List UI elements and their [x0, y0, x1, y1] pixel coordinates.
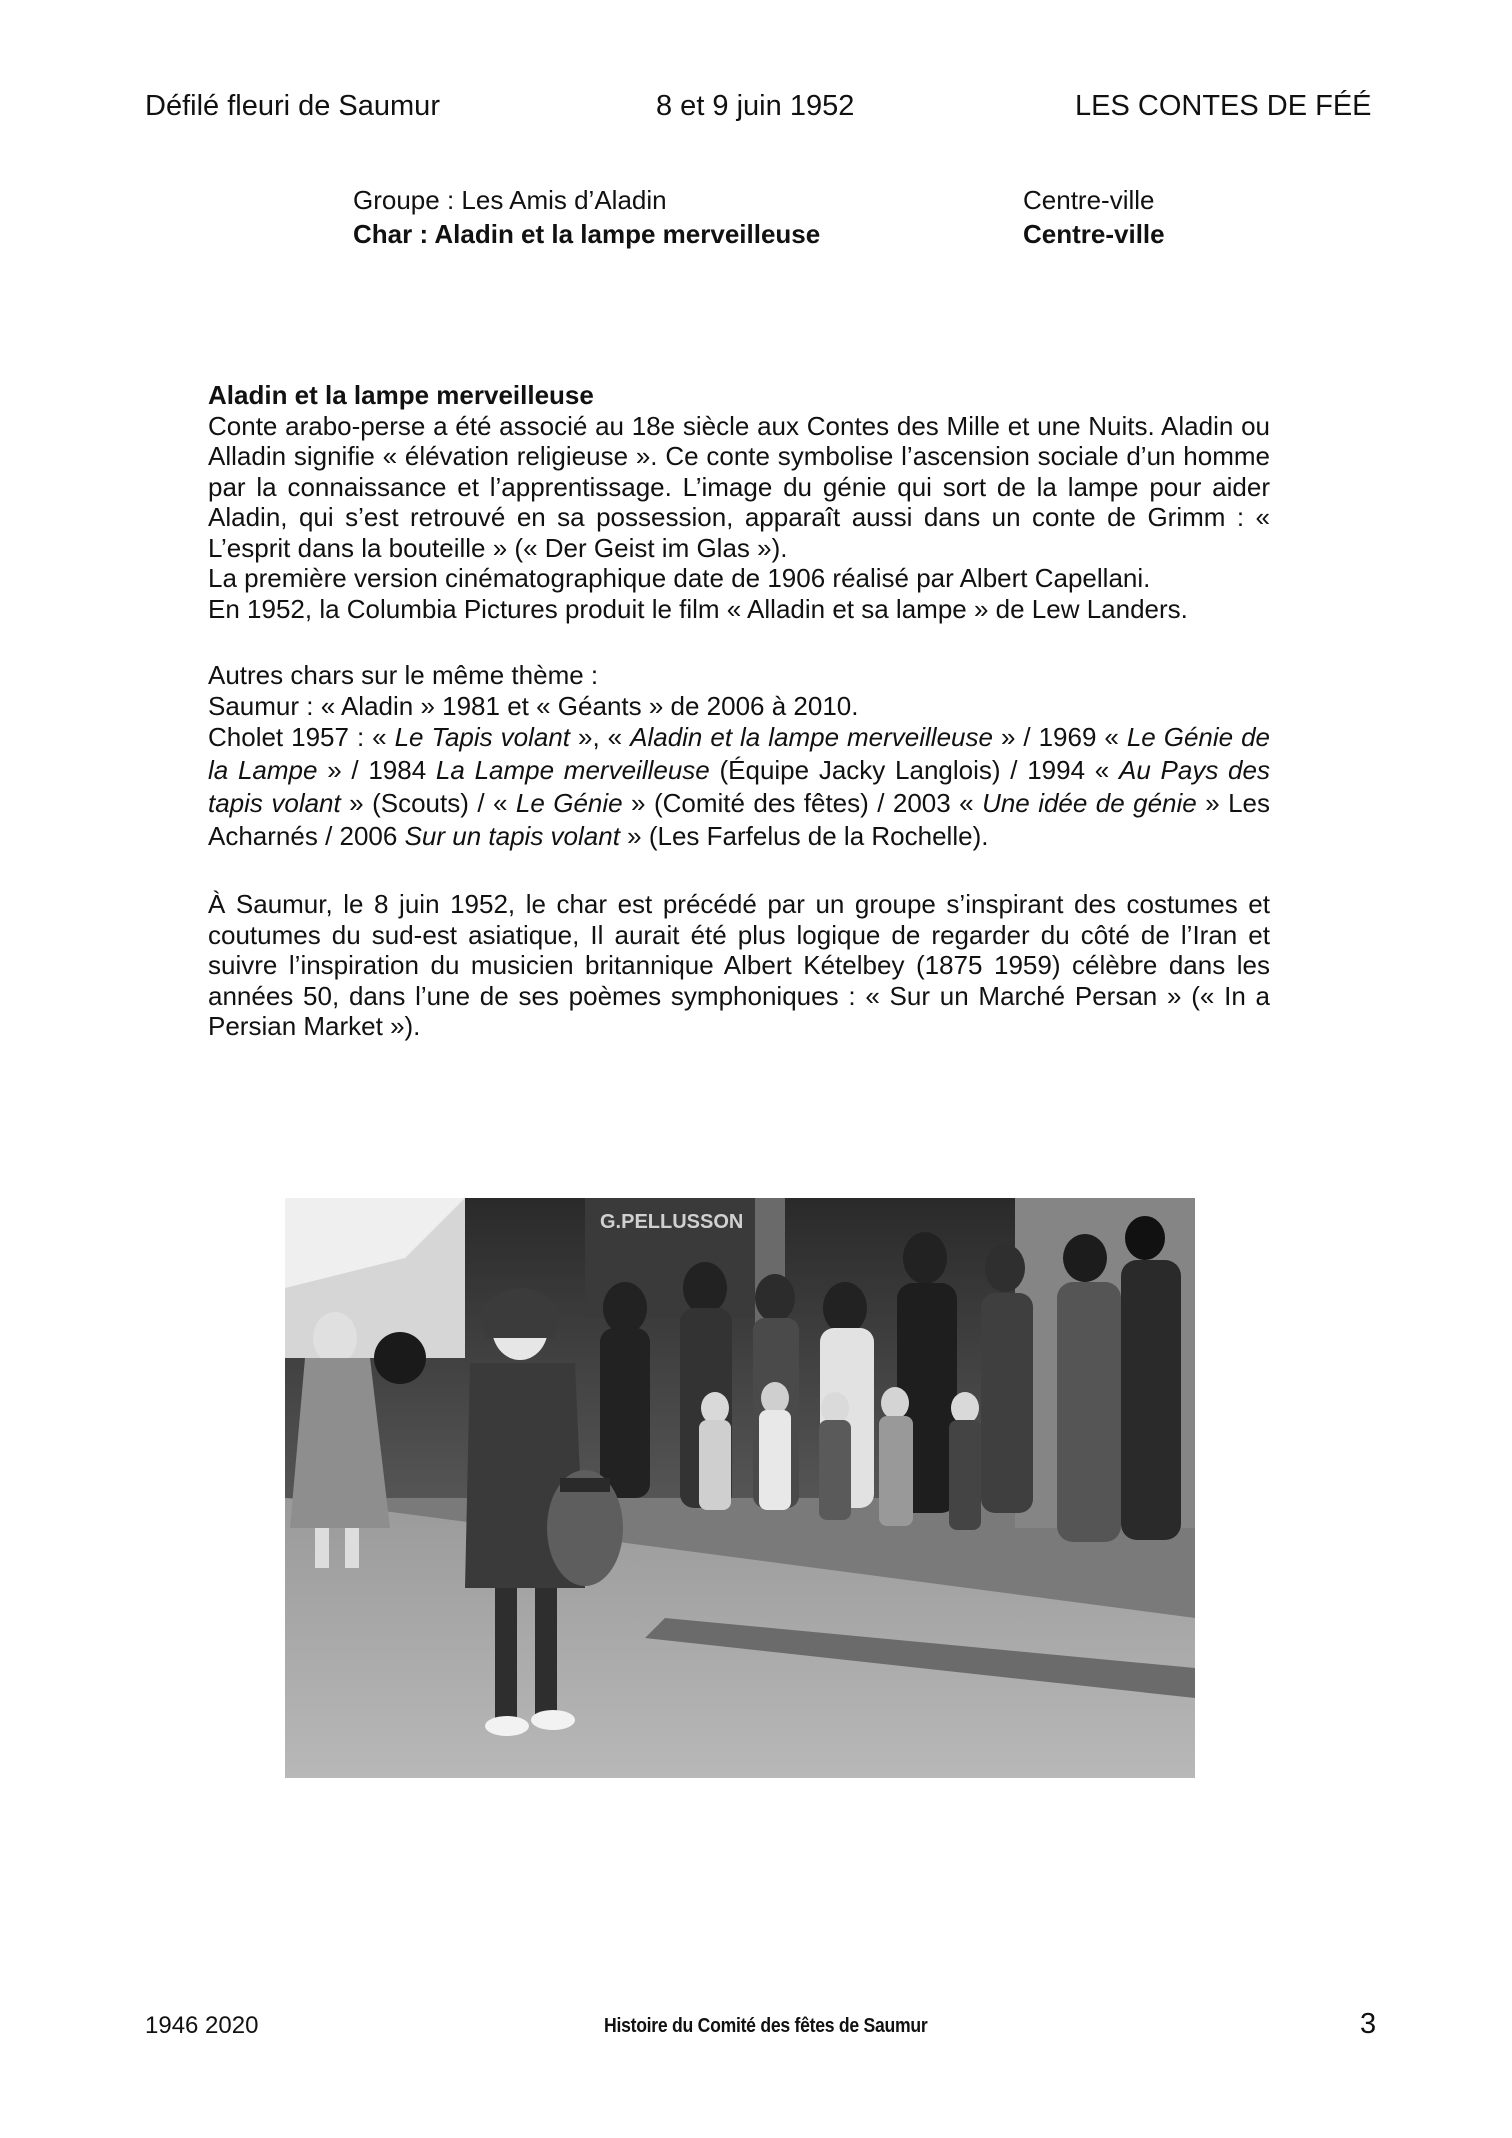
page-number: 3	[1360, 2008, 1377, 2040]
others-title: Autres chars sur le même thème :	[208, 660, 599, 690]
saumur-line: Saumur : « Aladin » 1981 et « Géants » de 2006 à 2010.	[208, 690, 859, 721]
group-location: Centre-ville	[1023, 185, 1155, 215]
footer-years: 1946 2020	[145, 2012, 259, 2039]
article-paragraph-1: Conte arabo-perse a été associé au 18e siècle aux Contes des Mille et une Nuits. Aladin ou Alladin signifie « élévation religieuse ». Ce conte symbolise l’ascension sociale d’un homme par la connaissance et l’apprentissage. L’image du génie qui sort de la lampe pour aider Aladin, qui s’est retrouvé en sa possession, apparaît aussi dans un conte de Grimm : « L’esprit dans la bouteille » (« Der Geist im Glas »).	[208, 410, 1270, 563]
group-line: Groupe : Les Amis d’Aladin	[353, 185, 667, 215]
article-body	[208, 380, 1270, 1042]
header-date: 8 et 9 juin 1952	[656, 90, 855, 122]
header-theme: LES CONTES DE FÉÉ	[1075, 90, 1372, 122]
footer-title: Histoire du Comité des fêtes de Saumur	[604, 2015, 928, 2037]
group-info	[353, 183, 820, 251]
final-paragraph: À Saumur, le 8 juin 1952, le char est précédé par un groupe s’inspirant des costumes et coutumes du sud-est asiatique, Il aurait été plus logique de regarder du côté de l’Iran et suivre l’inspiration du musicien britannique Albert Kételbey (1875 1959) célèbre dans les années 50, dans l’une de ses poèmes symphoniques : « Sur un Marché Persan » (« In a Persian Market »).	[208, 889, 1270, 1041]
article-title: Aladin et la lampe merveilleuse	[208, 380, 594, 410]
char-location: Centre-ville	[1023, 219, 1165, 249]
cholet-paragraph: Cholet 1957 : « Le Tapis volant », « Aladin et la lampe merveilleuse » / 1969 « Le Génie de la Lampe » / 1984 La Lampe merveilleuse (Équipe Jacky Langlois) / 1994 « Au Pays des tapis volant » (Scouts) / « Le Génie » (Comité des fêtes) / 2003 « Une idée de génie » Les Acharnés / 2006 Sur un tapis volant » (Les Farfelus de la Rochelle).	[208, 722, 1271, 851]
article-paragraph-2: La première version cinématographique date de 1906 réalisé par Albert Capellani.	[208, 563, 1151, 593]
header-left: Défilé fleuri de Saumur	[145, 90, 440, 122]
parade-photo	[285, 1198, 1195, 1778]
shop-sign: G.PELLUSSON	[600, 1211, 744, 1233]
char-line: Char : Aladin et la lampe merveilleuse	[353, 219, 821, 249]
article-paragraph-3: En 1952, la Columbia Pictures produit le film « Alladin et sa lampe » de Lew Landers.	[208, 593, 1188, 624]
group-locations	[1023, 183, 1165, 251]
